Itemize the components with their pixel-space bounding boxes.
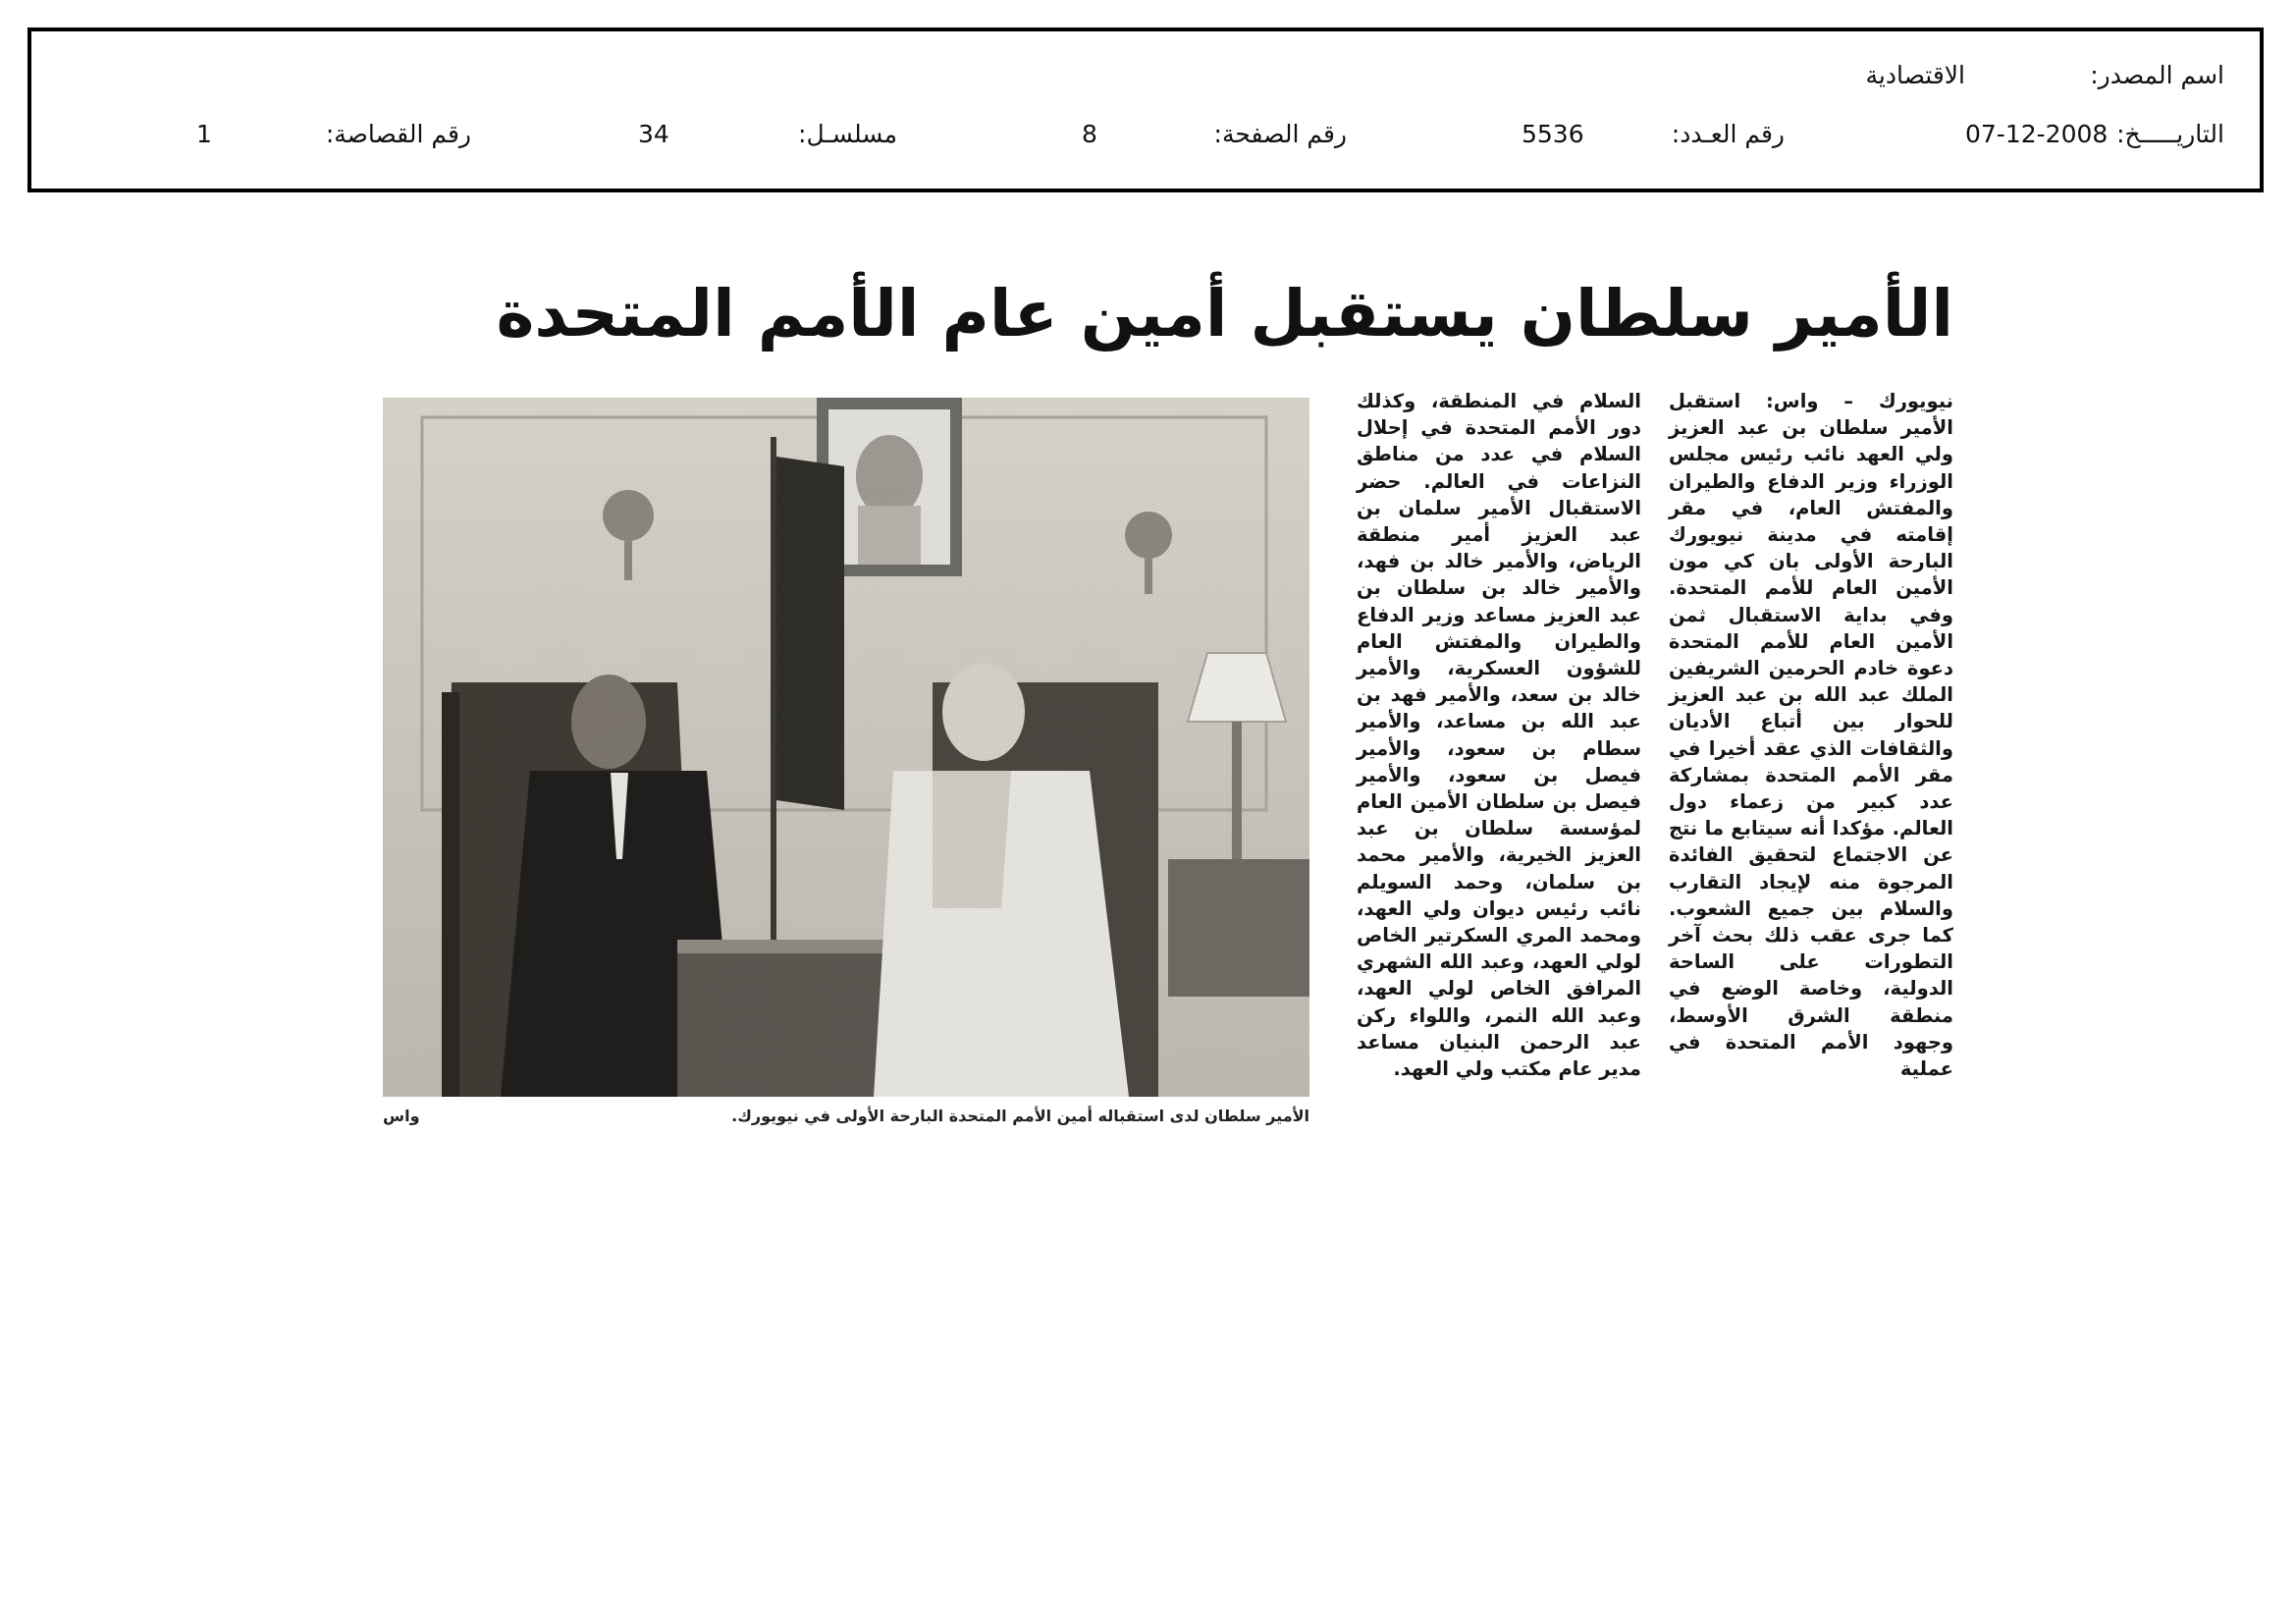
article-column-1: نيويورك – واس: استقبل الأمير سلطان بن عبد العزيز ولي العهد نائب رئيس مجلس الوزراء وزير الدفاع والطيران والمفتش العام، في مقر إقامته في مدينة نيويورك البارحة الأولى بان كي مون الأمين العام للأمم المتحدة. وفي بداية الاستقبال ثمن الأمين العام للأمم المتحدة دعوة خادم الحرمين الشريفين الملك عبد الله بن عبد العزيز للحوار بين أتباع الأديان والثقافات الذي عقد أخيرا في مقر الأمم المتحدة بمشاركة عدد كبير من زعماء دول العالم. مؤكدا أنه سيتابع ما نتج عن الاجتماع لتحقيق الفائدة المرجوة منه لإيجاد التقارب والسلام بين جميع الشعوب. كما جرى عقب ذلك بحث آخر التطورات على الساحة الدولية، وخاصة الوضع في منطقة الشرق الأوسط، وجهود الأمم المتحدة في عملية xyxy=(1669,390,1953,1081)
serial-value: 34 xyxy=(638,120,669,148)
source-label: اسم المصدر: xyxy=(2090,61,2224,89)
issue-value: 5536 xyxy=(1522,120,1584,148)
date-label: التاريـــــخ: xyxy=(2116,120,2224,148)
clipping-metadata-box xyxy=(27,27,2264,192)
source-value: الاقتصادية xyxy=(1865,61,1965,89)
page-label: رقم الصفحة: xyxy=(1213,120,1347,148)
article-column-2: السلام في المنطقة، وكذلك دور الأمم المتحدة في إحلال السلام في عدد من مناطق النزاعات في العالم. حضر الاستقبال الأمير سلمان بن عبد العزيز أمير منطقة الرياض، والأمير خالد بن فهد، والأمير خالد بن سلطان بن عبد العزيز مساعد وزير الدفاع والطيران والمفتش العام للشؤون العسكرية، والأمير خالد بن سعد، والأمير فهد بن عبد الله بن مساعد، والأمير سطام بن سعود، والأمير فيصل بن سعود، والأمير فيصل بن سلطان الأمين العام لمؤسسة سلطان بن عبد العزيز الخيرية، والأمير محمد بن سلمان، وحمد السويلم نائب رئيس ديوان ولي العهد، ومحمد المري السكرتير الخاص لولي العهد، وعبد الله الشهري المرافق الخاص لولي العهد، وعبد الله النمر، واللواء ركن عبد الرحمن البنيان مساعد مدير عام مكتب ولي العهد. xyxy=(1357,390,1641,1081)
clip-number-value: 1 xyxy=(196,120,212,148)
serial-label: مسلسـل: xyxy=(798,120,897,148)
photo-caption: الأمير سلطان لدى استقباله أمين الأمم المتحدة البارحة الأولى في نيويورك. xyxy=(731,1107,1309,1125)
clip-number-label: رقم القصاصة: xyxy=(325,120,471,148)
date-value: 07-12-2008 xyxy=(1965,120,2109,148)
photo-caption-bar xyxy=(383,1103,1309,1130)
photo-credit: واس xyxy=(383,1107,420,1125)
issue-label: رقم العـدد: xyxy=(1671,120,1785,148)
page-value: 8 xyxy=(1082,120,1097,148)
article-photo xyxy=(383,398,1309,1097)
article-headline: الأمير سلطان يستقبل أمين عام الأمم المتحدة xyxy=(496,276,1953,352)
newspaper-clipping xyxy=(353,241,1973,1144)
